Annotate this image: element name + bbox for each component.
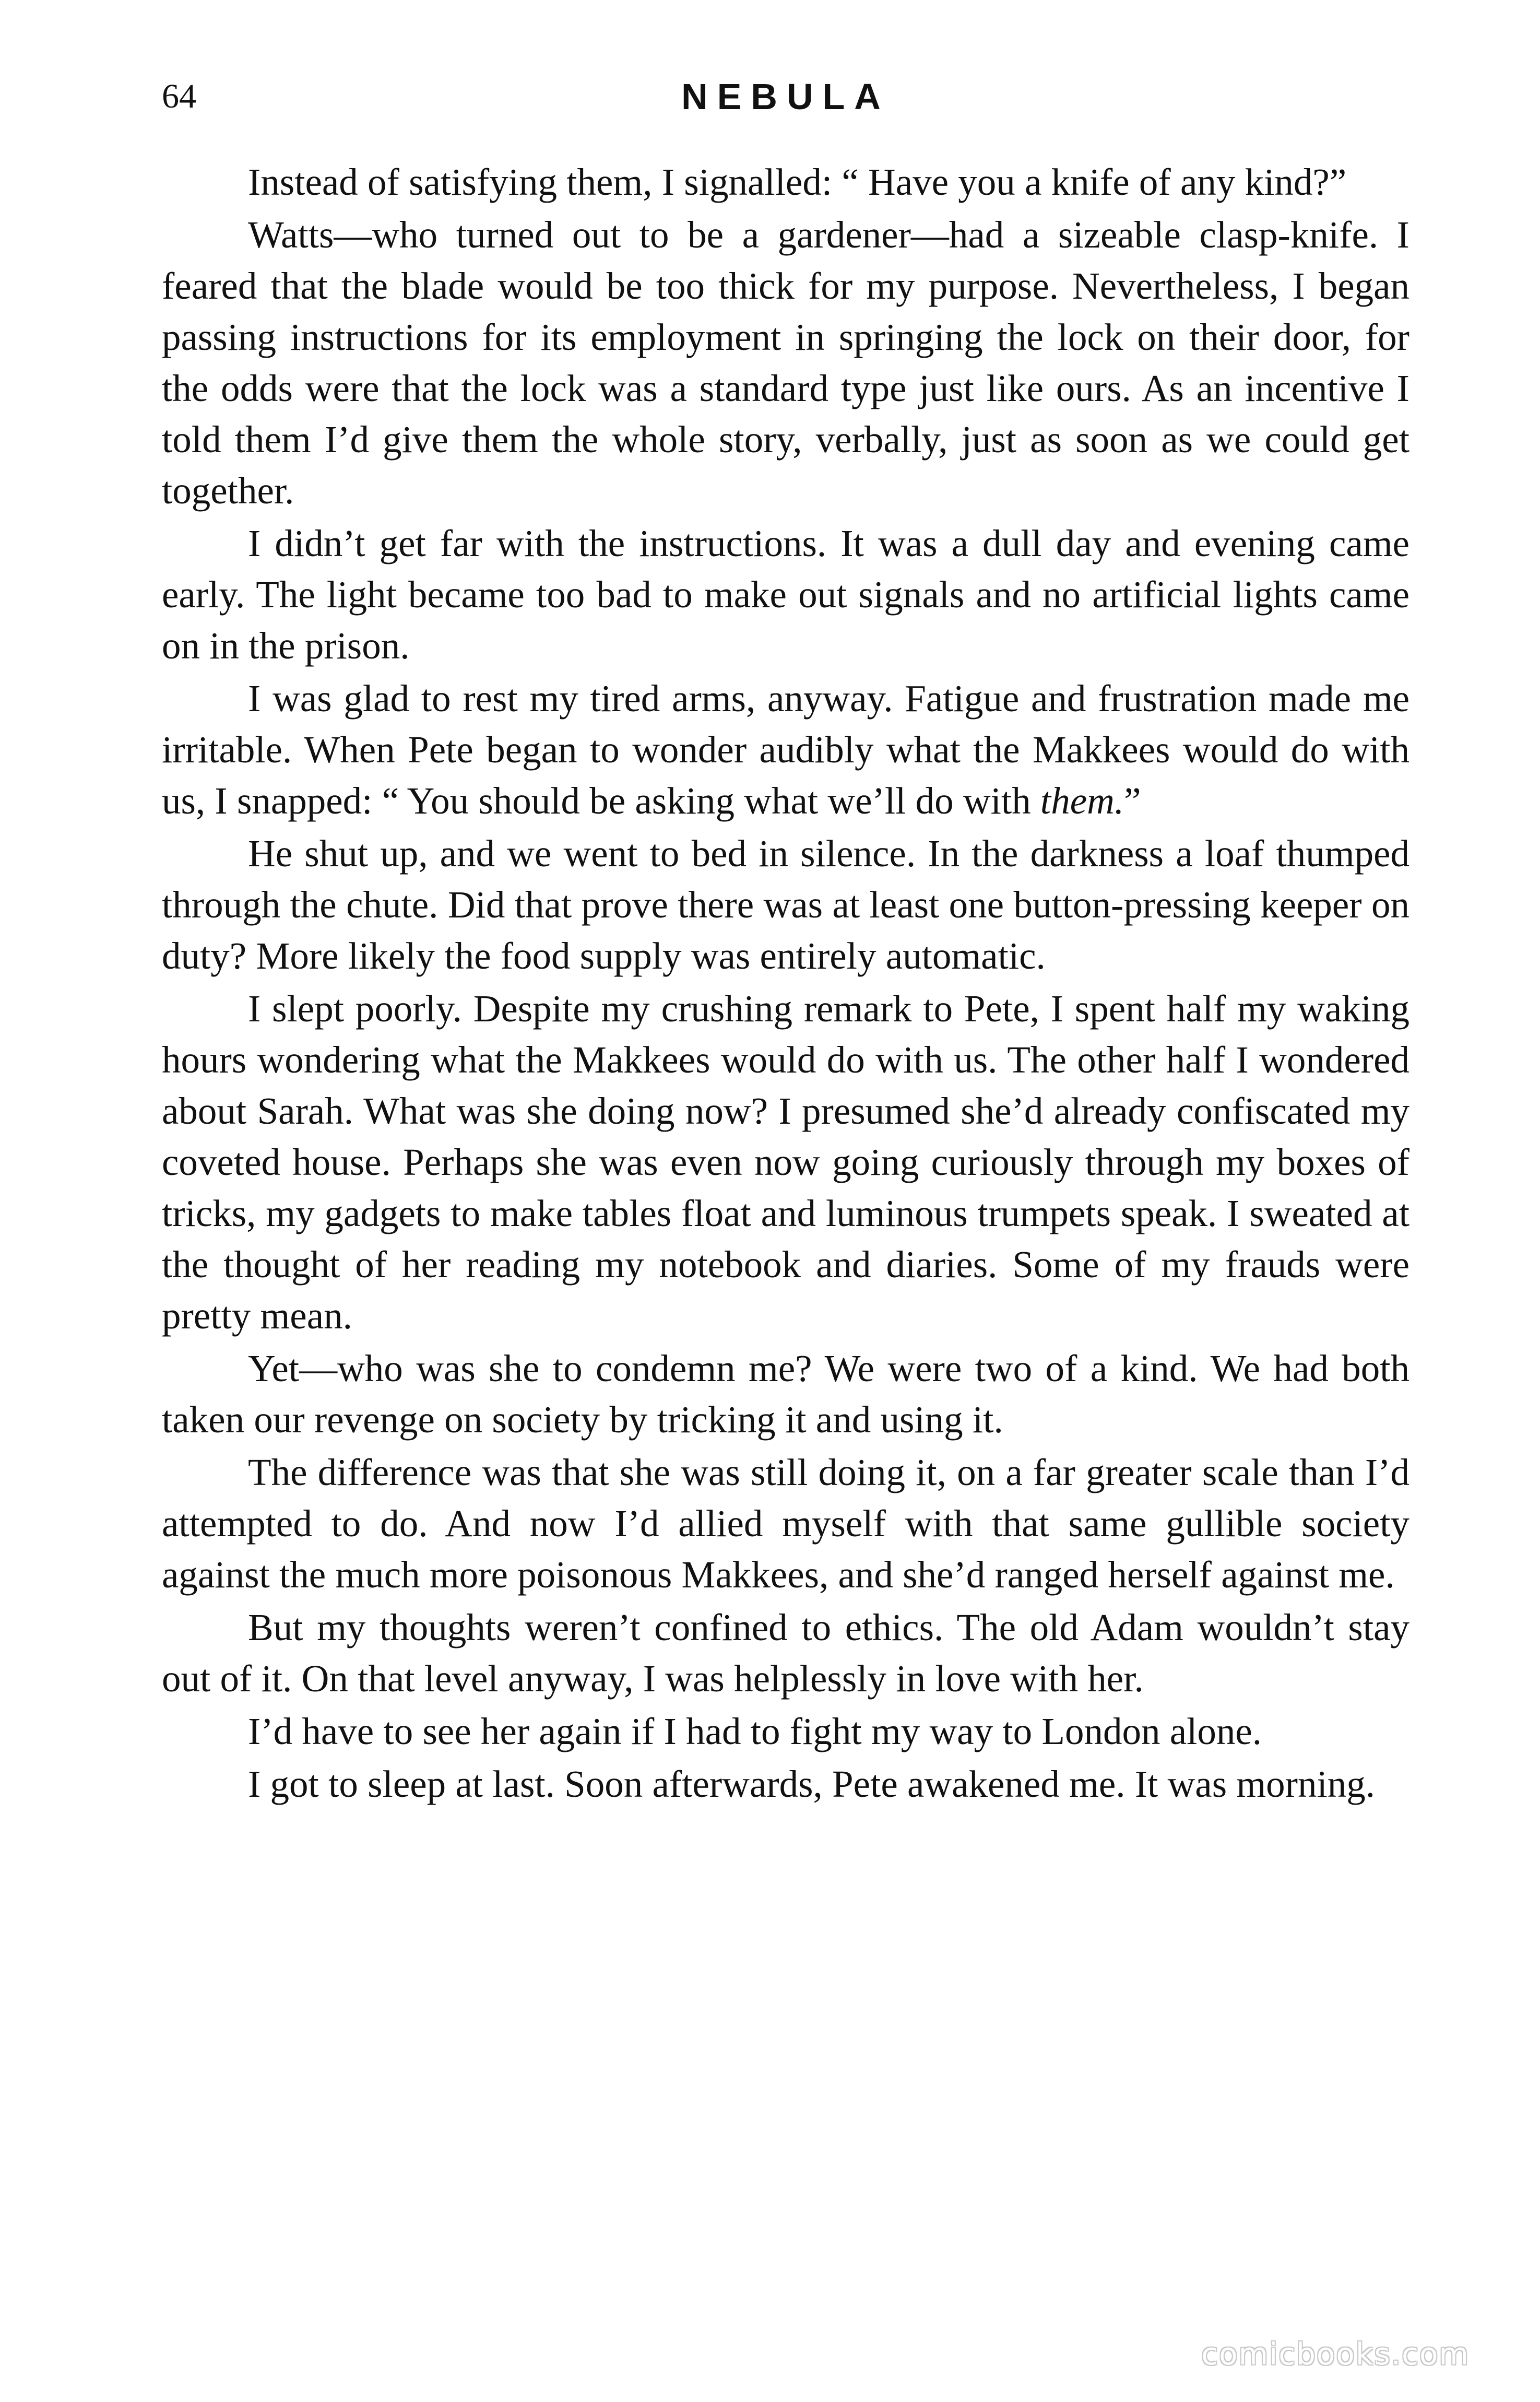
paragraph-1: Instead of satisfying them, I signalled: “ Have you a knife of any kind?” <box>248 161 1347 203</box>
running-head <box>162 68 1409 125</box>
running-title: NEBULA <box>681 76 890 117</box>
paragraph-9: But my thoughts weren’t confined to ethics. The old Adam wouldn’t stay out of it. On that level anyway, I was helplessly in love with her. <box>162 1606 1409 1700</box>
paragraph-6: I slept poorly. Despite my crushing remark to Pete, I spent half my waking hours wondering what the Makkees would do with us. The other half I wondered about Sarah. What was she doing now? I presumed she’d already confiscated my coveted house. Perhaps she was even now going curiously through my boxes of tricks, my gadgets to make tables float and luminous trumpets speak. I sweated at the thought of her reading my notebook and diaries. Some of my frauds were pretty mean. <box>162 987 1409 1337</box>
paragraph-5: He shut up, and we went to bed in silence. In the darkness a loaf thumped through the chute. Did that prove there was at least one button-pressing keeper on duty? More likely the food supply was entirely automatic. <box>162 832 1409 977</box>
paragraph-2: Watts—who turned out to be a gardener—had a sizeable clasp-knife. I feared that the blade would be too thick for my purpose. Nevertheless, I began passing instructions for its employment in springing the lock on their door, for the odds were that the lock was a standard type just like ours. As an incentive I told them I’d give them the whole story, verbally, just as soon as we could get together. <box>162 214 1409 512</box>
page-number: 64 <box>162 77 196 115</box>
paragraph-4-italic: them. <box>1040 780 1124 822</box>
paragraph-10: I’d have to see her again if I had to fight my way to London alone. <box>248 1710 1262 1752</box>
body-text <box>162 157 1409 1810</box>
paragraph-3: I didn’t get far with the instructions. It was a dull day and evening came early. The light became too bad to make out signals and no artificial lights came on in the prison. <box>162 522 1409 667</box>
paragraph-8: The difference was that she was still doing it, on a far greater scale than I’d attempted to do. And now I’d allied myself with that same gullible society against the much more poisonous Makkees, and she’d ranged herself against me. <box>162 1451 1409 1596</box>
paragraph-4 <box>162 673 1409 827</box>
paragraph-11: I got to sleep at last. Soon afterwards, Pete awakened me. It was morning. <box>248 1763 1375 1805</box>
paragraph-4-text: I was glad to rest my tired arms, anyway. Fatigue and frustration made me irritable. When Pete began to wonder audibly what the Makkees would do with us, I snapped: “ You should be asking what we’ll do with <box>162 677 1409 822</box>
watermark: comicbooks.com <box>1201 2336 1470 2372</box>
paragraph-4-close-quote: ” <box>1124 780 1141 822</box>
paragraph-7: Yet—who was she to condemn me? We were two of a kind. We had both taken our revenge on society by tricking it and using it. <box>162 1347 1409 1441</box>
